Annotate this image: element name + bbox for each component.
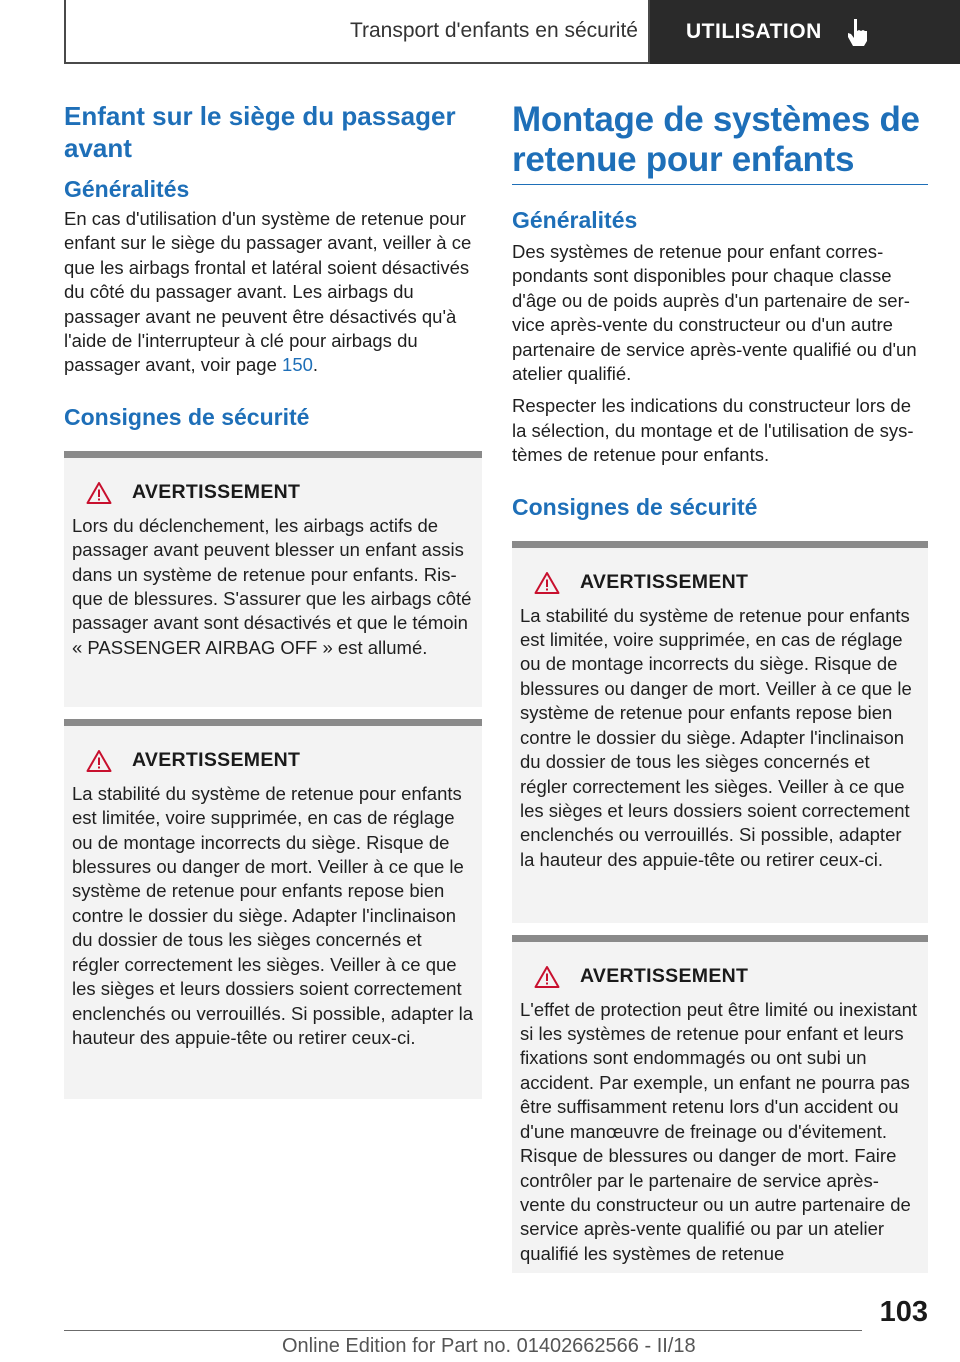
section-title-box <box>64 0 650 64</box>
warning-triangle-icon <box>534 571 560 595</box>
left-column <box>64 100 482 1099</box>
left-safety-heading: Consignes de sécurité <box>64 403 310 430</box>
warning-header <box>520 568 920 598</box>
left-general-text-end: . <box>312 354 319 376</box>
edition-footer: Online Edition for Part no. 01402662566 - II/18 <box>282 1335 696 1357</box>
warning-header <box>520 962 920 992</box>
left-general-text: En cas d'utilisation d'un système de retenue pour enfant sur le siège du passager avant, veiller à ce que les airbags frontal et latéral soient désactivés du côté du passager avant. Les airbags du passager avant ne peuvent être désactivés qu'à l'aide de l'interrupteur à clé pour airbags du passager avant, voir page <box>64 208 472 376</box>
right-title: Montage de systèmes de retenue pour enfants <box>512 100 920 179</box>
warning-title: AVERTISSEMENT <box>580 571 749 594</box>
title-divider <box>512 184 928 185</box>
right-general-paragraph-2: Respecter les indications du constructeur lors de la sélection, du montage et de l'utilisation de systèmes de retenue pour enfants. <box>512 395 914 466</box>
warning-header <box>72 478 474 508</box>
warning-text: La stabilité du système de retenue pour enfants est limitée, voire supprimée, en cas de réglage ou de montage incorrects du siège. Risque de blessures ou danger de mort. Veiller à ce que le système de retenue pour enfants repose bien contre le dossier du siège. Adapter l'inclinaison du dossier de tous les sièges concernés et régler correctement les sièges. Veiller à ce que les sièges et leurs dossiers soient correctement enclenchés ou verrouillés. Si possible, adapter la hauteur des appuie-tête ou retirer ceux-ci. <box>520 604 912 870</box>
warning-text: La stabilité du système de retenue pour enfants est limitée, voire supprimée, en cas de réglage ou de montage incorrects du siège. Risque de blessures ou danger de mort. Veiller à ce que le système de retenue pour enfants repose bien contre le dossier du siège. Adapter l'inclinaison du dossier de tous les sièges concernés et régler correctement les sièges. Veiller à ce que les sièges et leurs dossiers soient correctement enclenchés ou verrouillés. Si possible, adapter la hauteur des appuie-tête ou retirer ceux-ci. <box>72 782 474 1048</box>
right-column <box>512 100 928 1273</box>
warning-box <box>512 541 928 923</box>
left-general-heading: Généralités <box>64 176 190 202</box>
warning-box <box>64 719 482 1099</box>
right-general-paragraph-1: Des systèmes de retenue pour enfant correspondants sont disponibles pour chaque classe d'âge ou de poids auprès d'un partenaire de service après-vente du constructeur ou d'un autre partenaire de service après-vente qualifié ou d'un atelier qualifié. <box>512 241 917 385</box>
warning-text: L'effet de protection peut être limité ou inexistant si les systèmes de retenue pour enfant et leurs fixations sont endommagés ou ont subi un accident. Par exemple, un enfant ne pourra pas être suffisamment retenu lors d'un accident ou d'une manœuvre de freinage ou d'évitement. Risque de blessures ou danger de mort. Faire contrôler par le partenaire de service après-vente du constructeur ou un autre partenaire de service après-vente qualifié ou par un atelier qualifié les systèmes de retenue <box>520 998 918 1264</box>
right-safety-heading: Consignes de sécurité <box>512 493 758 520</box>
warning-title: AVERTISSEMENT <box>132 481 301 504</box>
page-header <box>64 0 960 64</box>
warning-triangle-icon <box>86 749 112 773</box>
section-title: Transport d'enfants en sécurité <box>349 19 638 42</box>
right-general-heading: Généralités <box>512 207 638 233</box>
warning-box <box>512 935 928 1273</box>
chapter-tab <box>650 0 960 64</box>
footer-divider <box>64 1330 862 1331</box>
chapter-label: UTILISATION <box>686 20 822 43</box>
warning-title: AVERTISSEMENT <box>132 749 301 772</box>
warning-text: Lors du déclenchement, les airbags actifs de passager avant peuvent blesser un enfant assis dans un système de retenue pour enfants. Risque de blessures. S'assurer que les airbags côté passager avant sont désactivés et que le témoin « PASSENGER AIRBAG OFF » est allumé. <box>72 514 472 658</box>
warning-header <box>72 746 474 776</box>
warning-box <box>64 451 482 707</box>
warning-title: AVERTISSEMENT <box>580 965 749 988</box>
warning-triangle-icon <box>86 481 112 505</box>
warning-triangle-icon <box>534 965 560 989</box>
left-title: Enfant sur le siège du passager avant <box>64 101 456 163</box>
page-link[interactable]: 150 <box>282 354 313 376</box>
pointing-hand-icon <box>844 17 870 47</box>
page-number: 103 <box>879 1296 928 1328</box>
left-general-paragraph <box>64 207 482 378</box>
